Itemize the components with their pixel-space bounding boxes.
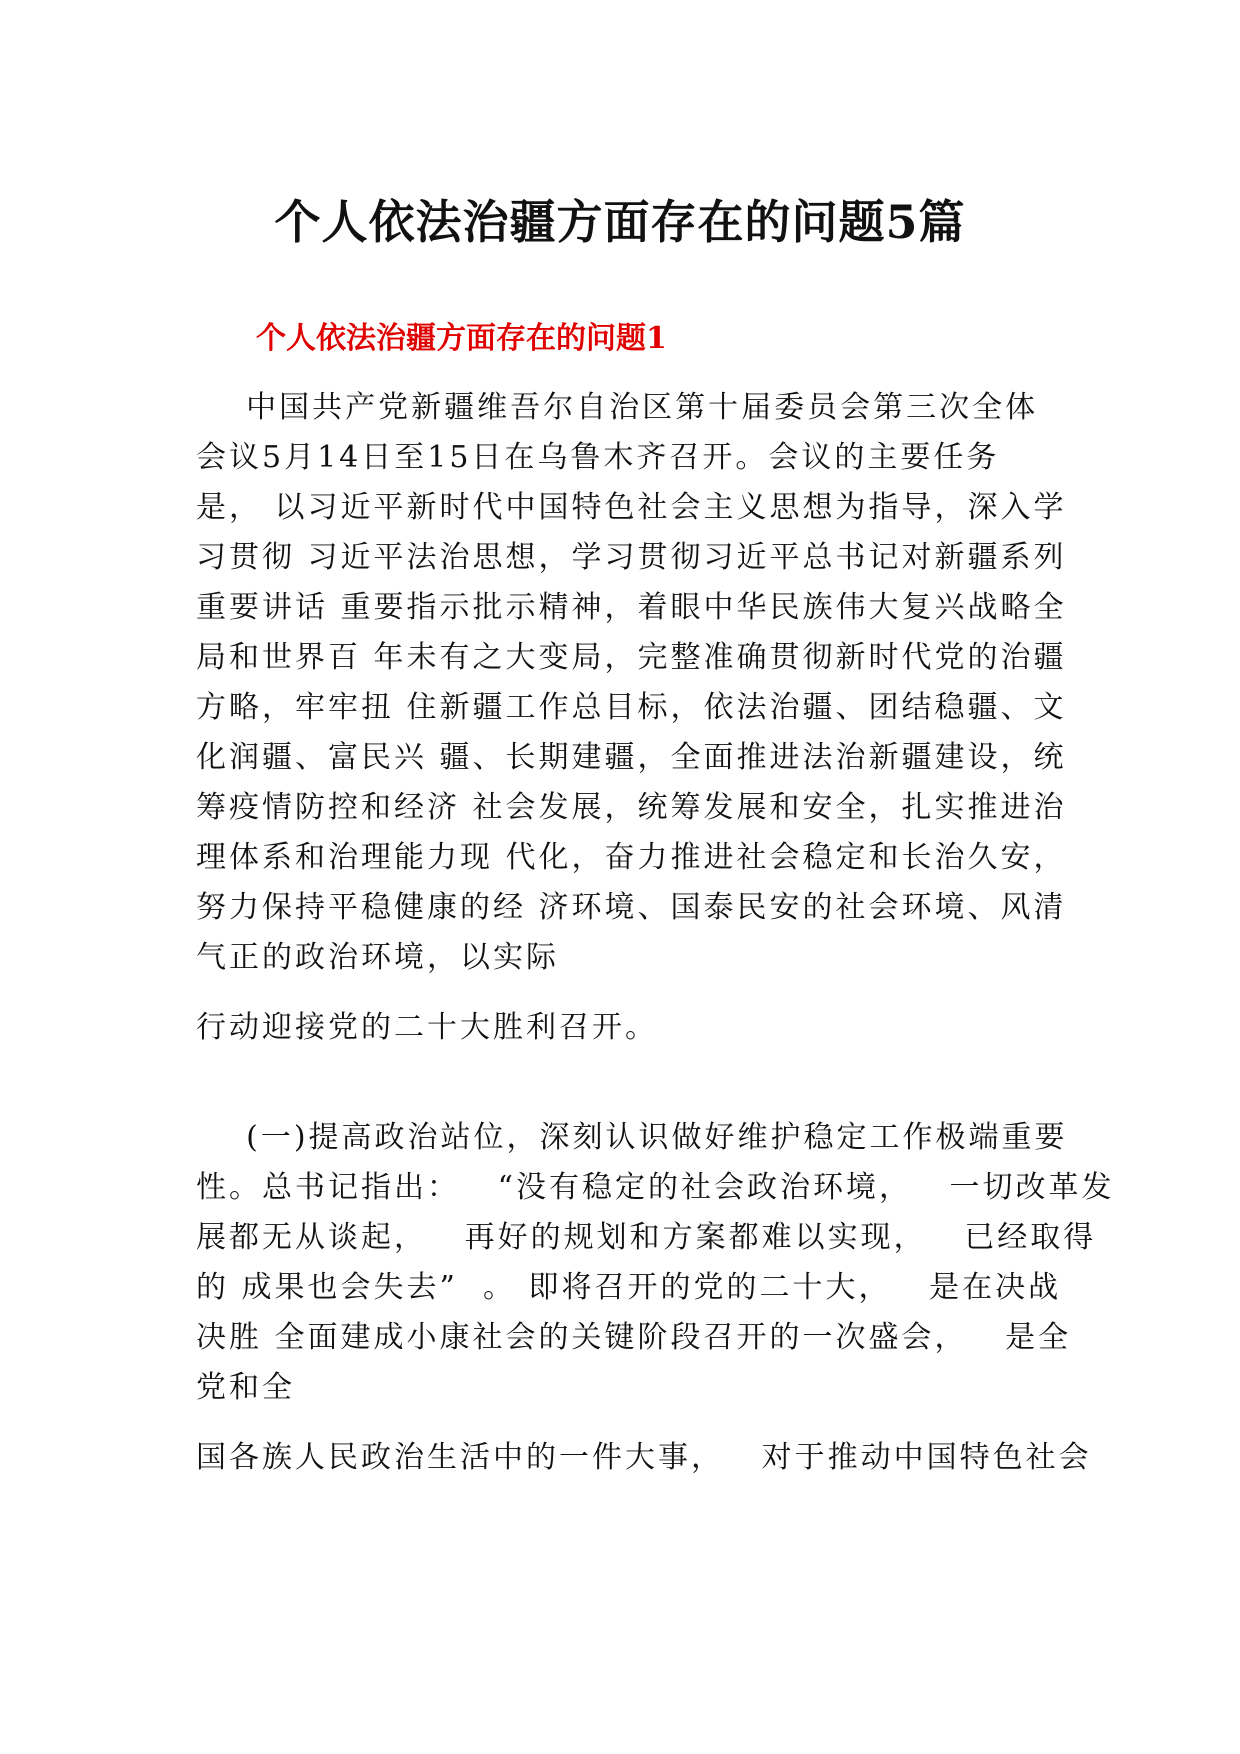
- paragraph-line: 局和世界百 年未有之大变局，完整准确贯彻新时代党的治疆: [196, 640, 1067, 675]
- paragraph-line: 气正的政治环境，以实际: [196, 940, 559, 975]
- paragraph-line: 习贯彻 习近平法治思想，学习贯彻习近平总书记对新疆系列: [196, 540, 1067, 575]
- paragraph-line: 是， 以习近平新时代中国特色社会主义思想为指导，深入学: [196, 490, 1067, 525]
- paragraph-line: 党和全: [196, 1370, 295, 1405]
- paragraph-line: 展都无从谈起， 再好的规划和方案都难以实现， 已经取得: [196, 1220, 1097, 1255]
- paragraph-line: 理体系和治理能力现 代化，奋力推进社会稳定和长治久安，: [196, 840, 1067, 875]
- paragraph-tail-line: 国各族人民政治生活中的一件大事， 对于推动中国特色社会: [196, 1440, 1092, 1475]
- section-heading: 个人依法治疆方面存在的问题1: [256, 321, 667, 356]
- paragraph-line: 的 成果也会失去” 。 即将召开的党的二十大， 是在决战: [196, 1270, 1062, 1305]
- paragraph-line: 筹疫情防控和经济 社会发展，统筹发展和安全，扎实推进治: [196, 790, 1067, 825]
- paragraph-line: (一)提高政治站位，深刻认识做好维护稳定工作极端重要: [196, 1120, 1068, 1155]
- paragraph-line: 努力保持平稳健康的经 济环境、国泰民安的社会环境、风清: [196, 890, 1067, 925]
- paragraph-line: 方略，牢牢扭 住新疆工作总目标，依法治疆、团结稳疆、文: [196, 690, 1067, 725]
- paragraph-line: 会议5月14日至15日在乌鲁木齐召开。会议的主要任务: [196, 440, 1000, 475]
- paragraph-line: 重要讲话 重要指示批示精神，着眼中华民族伟大复兴战略全: [196, 590, 1067, 625]
- paragraph-line: 化润疆、富民兴 疆、长期建疆，全面推进法治新疆建设，统: [196, 740, 1067, 775]
- paragraph-tail-line: 行动迎接党的二十大胜利召开。: [196, 1010, 658, 1045]
- paragraph-line: 性。总书记指出： “没有稳定的社会政治环境， 一切改革发: [196, 1170, 1115, 1205]
- paragraph-line: 中国共产党新疆维吾尔自治区第十届委员会第三次全体: [196, 390, 1039, 425]
- document-title: 个人依法治疆方面存在的问题5篇: [274, 195, 966, 249]
- paragraph-line: 决胜 全面建成小康社会的关键阶段召开的一次盛会， 是全: [196, 1320, 1072, 1355]
